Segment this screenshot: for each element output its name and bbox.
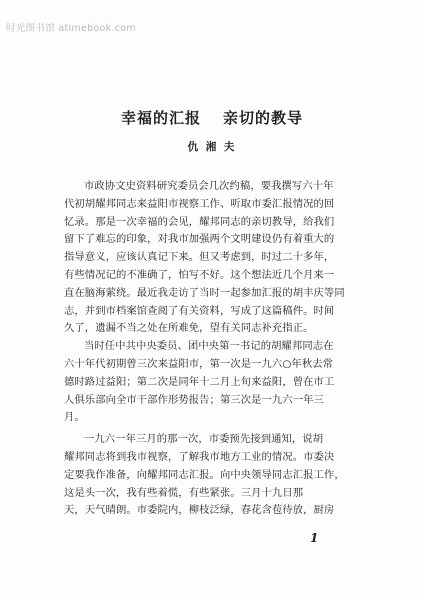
text-line: 直在脑海萦绕。最近我走访了当时一起参加汇报的胡丰庆等同 — [64, 286, 345, 299]
text-line: 忆录。那是一次幸福的会见，耀邦同志的亲切教导，给我们 — [64, 215, 335, 228]
text-line: 六十年代初期曾三次来益阳市，第一次是一九六○年秋去常 — [64, 357, 334, 370]
paragraph-1 — [64, 178, 356, 338]
text-line: 人俱乐部向全市干部作形势报告；第三次是一九六一年三 — [64, 393, 324, 406]
text-line: 德时路过益阳；第二次是同年十二月上旬来益阳，曾在市工 — [64, 375, 335, 388]
paragraph-2 — [64, 338, 356, 427]
watermark: 时光图书馆 atimebook.com — [6, 23, 136, 34]
text-line: 月。 — [64, 411, 85, 424]
title-part-1: 幸福的汇报 — [120, 109, 201, 127]
text-line: 有些情况记的不准确了，怕写不好。这个想法近几个月来一 — [64, 268, 335, 281]
text-line: 当时任中共中央委员、团中央第一书记的胡耀邦同志在 — [84, 340, 334, 353]
text-line: 定要我作准备，向耀邦同志汇报。向中央领导同志汇报工作， — [64, 468, 345, 481]
text-line: 这是头一次，我有些着慌，有些紧张。三月十九日那 — [64, 486, 304, 499]
text-line: 留下了难忘的印象，对我市加强两个文明建设仍有着重大的 — [64, 233, 335, 246]
text-line: 代初胡耀邦同志来益阳市视察工作、听取市委汇报情况的回 — [64, 197, 335, 210]
text-line: 久了，遗漏不当之处在所难免，望有关同志补充指正。 — [64, 322, 314, 335]
author-name: 仇 湘 夫 — [187, 141, 237, 153]
title-part-2: 亲切的教导 — [223, 109, 304, 127]
text-line: 市政协文史资料研究委员会几次约稿，要我撰写六十年 — [84, 180, 334, 192]
text-line: 一九六一年三月的那一次，市委预先接到通知，说胡 — [84, 433, 324, 446]
page-number: 1 — [310, 531, 319, 545]
text-line: 耀邦同志将到我市视察，了解我市地方工业的情况。市委决 — [64, 450, 335, 463]
text-line: 指导意义，应该认真记下来。但又考虑到，时过二十多年， — [64, 251, 335, 264]
article-body — [64, 178, 356, 520]
text-line: 天，天气晴朗。市委院内，柳枝泛绿，春花含苞待放，厨房 — [64, 504, 335, 517]
text-line: 志，并到市档案馆查阅了有关资料，写成了这篇稿件。时间 — [64, 304, 335, 317]
paragraph-3 — [64, 431, 356, 520]
article-title — [0, 107, 424, 128]
